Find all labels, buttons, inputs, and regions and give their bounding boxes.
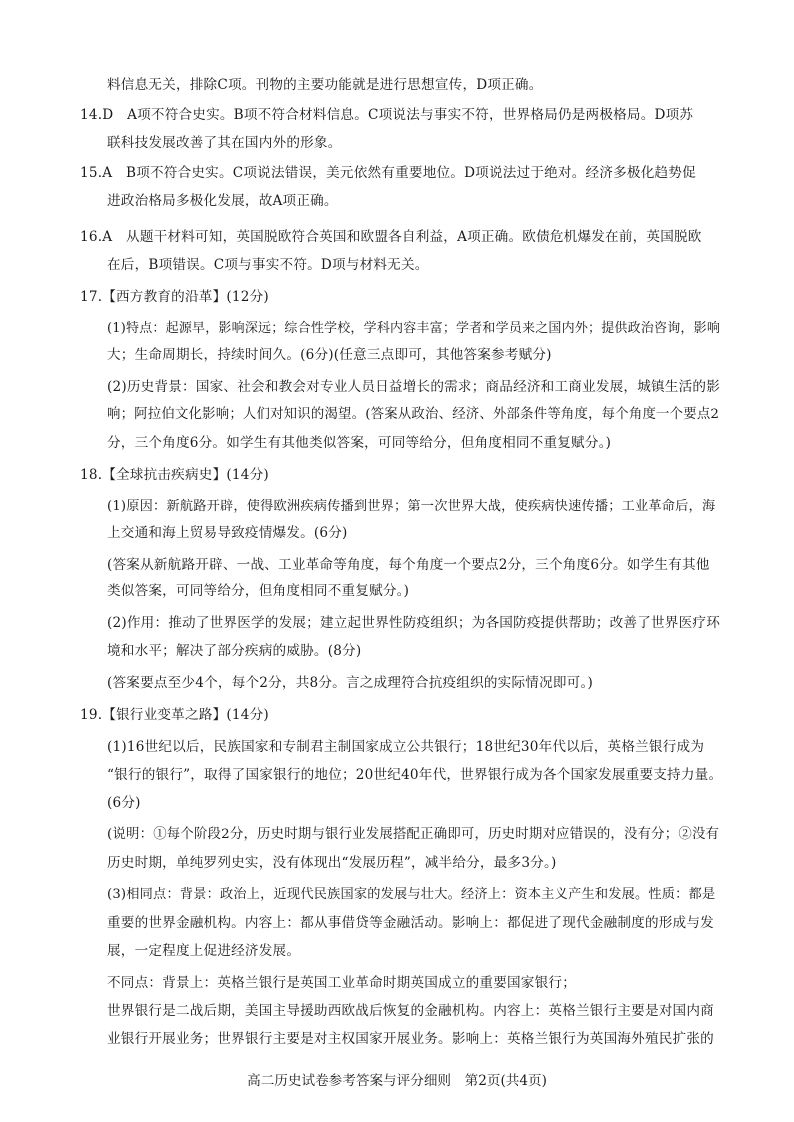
text-line: 不同点：背景上：英格兰银行是英国工业革命时期英国成立的重要国家银行； [107, 975, 576, 991]
text-line: 响；阿拉伯文化影响；人们对知识的渴望。(答案从政治、经济、外部条件等角度，每个角度一个要点2 [107, 407, 720, 422]
text-line: 料信息无关，排除C项。刊物的主要功能就是进行思想宣传，D项正确。 [107, 77, 543, 93]
text-line: 上交通和海上贸易导致疫情爆发。(6分) [107, 525, 348, 541]
text-line: (说明：①每个阶段2分，历史时期与银行业发展搭配正确即可，历史时期对应错误的，没有分；②没有 [107, 827, 720, 842]
text-line: 分，三个角度6分。如学生有其他类似答案，可同等给分，但角度相同不重复赋分。) [107, 435, 612, 451]
section-heading: 18.【全球抗击疾病史】(14分) [80, 467, 269, 483]
text-line: 14.D A项不符合史实。B项不符合材料信息。C项说法与事实不符，世界格局仍是两极格局。D项苏 [80, 107, 694, 123]
text-line: (2)作用：推动了世界医学的发展；建立起世界性防疫组织；为各国防疫提供帮助；改善了世界医疗环 [107, 615, 720, 631]
section-heading: 17.【西方教育的沿革】(12分) [80, 289, 269, 305]
text-line: 大；生命周期长，持续时间久。(6分)(任意三点即可，其他答案参考赋分) [107, 347, 552, 363]
section-heading: 19.【银行业变革之路】(14分) [80, 707, 269, 723]
text-line: (1)16世纪以后，民族国家和专制君主制国家成立公共银行；18世纪30年代以后，英格兰银行成为 [107, 739, 705, 755]
text-line: 展，一定程度上促进经济发展。 [107, 943, 301, 959]
text-line: 类似答案，可同等给分，但角度相同不重复赋分。) [107, 583, 410, 599]
text-line: (1)特点：起源早，影响深远；综合性学校，学科内容丰富；学者和学员来之国内外；提供政治咨询，影响 [107, 321, 721, 336]
text-line: (2)历史背景：国家、社会和教会对专业人员日益增长的需求；商品经济和工商业发展，城镇生活的影 [107, 379, 720, 395]
text-line: (3)相同点：背景：政治上，近现代民族国家的发展与壮大。经济上：资本主义产生和发展。性质：都是 [107, 887, 716, 902]
text-line: 业银行开展业务；世界银行主要是对主权国家开展业务。影响上：英格兰银行为英国海外殖民扩张的 [107, 1031, 714, 1047]
text-line: 15.A B项不符合史实。C项说法错误，美元依然有重要地位。D项说法过于绝对。经济多极化趋势促 [80, 165, 696, 181]
text-line: 境和水平；解决了部分疾病的威胁。(8分) [107, 643, 362, 659]
text-line: 16.A 从题干材料可知，英国脱欧符合英国和欧盟各自利益，A项正确。欧债危机爆发在前，英国脱欧 [80, 229, 702, 245]
text-line: 历史时期，单纯罗列史实，没有体现出“发展历程”，减半给分，最多3分。) [107, 855, 557, 871]
text-line: (1)原因：新航路开辟，使得欧洲疾病传播到世界；第一次世界大战，使疾病快速传播；工业革命后，海 [107, 499, 716, 514]
text-line: (答案要点至少4个，每个2分，共8分。言之成理符合抗疫组织的实际情况即可。) [107, 675, 593, 691]
text-line: 在后，B项错误。C项与事实不符。D项与材料无关。 [107, 257, 429, 273]
page-footer: 高二历史试卷参考答案与评分细则 第2页(共4页) [247, 1073, 547, 1089]
text-line: (6分) [107, 795, 141, 811]
text-line: 重要的世界金融机构。内容上：都从事借贷等金融活动。影响上：都促进了现代金融制度的形成与发 [107, 915, 714, 931]
text-line: (答案从新航路开辟、一战、工业革命等角度，每个角度一个要点2分，三个角度6分。如学生有其他 [107, 557, 710, 573]
text-line: 联科技发展改善了其在国内外的形象。 [107, 135, 342, 151]
text-line: 世界银行是二战后期，美国主导援助西欧战后恢复的金融机构。内容上：英格兰银行主要是对国内商 [107, 1003, 714, 1019]
text-line: “银行的银行”，取得了国家银行的地位；20世纪40年代，世界银行成为各个国家发展重要支持力量。 [107, 767, 723, 783]
text-line: 进政治格局多极化发展，故A项正确。 [107, 193, 338, 209]
